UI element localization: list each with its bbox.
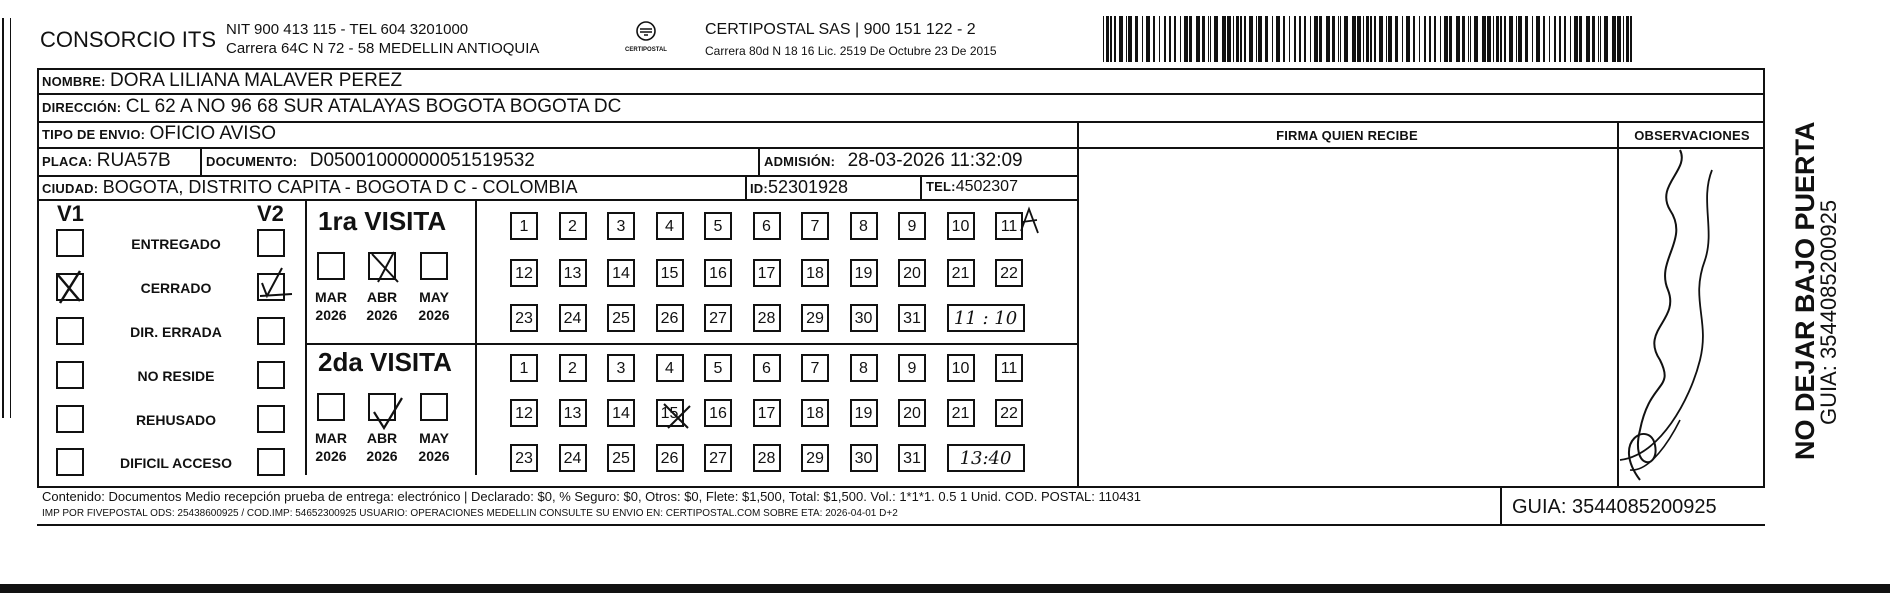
barcode-bar: [1604, 16, 1608, 62]
placa-value: RUA57B: [96, 150, 171, 171]
year-label: 2026: [418, 448, 450, 464]
v2-checkbox[interactable]: [257, 448, 285, 476]
barcode-bar: [1419, 16, 1420, 62]
day-box[interactable]: 6: [753, 212, 781, 240]
barcode-bar: [1319, 16, 1322, 62]
barcode-bar: [1236, 16, 1239, 62]
reason-label: NO RESIDE: [137, 368, 215, 384]
col-line: [758, 147, 760, 175]
day-box[interactable]: 11: [995, 354, 1023, 382]
barcode-bar: [1222, 16, 1226, 62]
barcode-bar: [1574, 16, 1578, 62]
company-address: Carrera 64C N 72 - 58 MEDELLIN ANTIOQUIA: [226, 40, 540, 57]
barcode-bar: [1240, 16, 1242, 62]
day-box[interactable]: 29: [801, 444, 829, 472]
month-checkbox[interactable]: [420, 393, 448, 421]
day-box[interactable]: 8: [850, 354, 878, 382]
barcode-bar: [1126, 16, 1127, 62]
month-checkbox[interactable]: [317, 393, 345, 421]
day-box[interactable]: 27: [704, 444, 732, 472]
month-checkbox[interactable]: [368, 252, 396, 280]
footer-guia: GUIA: 3544085200925: [1512, 496, 1717, 518]
day-box[interactable]: 9: [898, 212, 926, 240]
direccion-row: [42, 96, 621, 118]
col-line: [305, 199, 307, 475]
v1-checkbox[interactable]: [56, 361, 84, 389]
barcode-bar: [1612, 16, 1616, 62]
barcode-bar: [1370, 16, 1372, 62]
day-box[interactable]: 2: [559, 354, 587, 382]
firma-label: FIRMA QUIEN RECIBE: [1276, 128, 1418, 143]
documento-value: D05001000000051519532: [309, 150, 535, 171]
day-box[interactable]: 1: [510, 212, 538, 240]
ciudad-cell: [42, 177, 577, 198]
barcode-bar: [1564, 16, 1566, 62]
v2-checkbox[interactable]: [257, 273, 285, 301]
month-checkbox[interactable]: [317, 252, 345, 280]
row-line: [37, 93, 1765, 95]
day-box[interactable]: 20: [898, 259, 926, 287]
month-label: ABR: [366, 289, 398, 305]
visit-time-box[interactable]: 13:40: [947, 444, 1025, 472]
barcode-bar: [1326, 16, 1330, 62]
barcode-bar: [1509, 16, 1513, 62]
barcode-bar: [1164, 16, 1166, 62]
day-box[interactable]: 1: [510, 354, 538, 382]
barcode-bar: [1159, 16, 1160, 62]
barcode-bar: [1600, 16, 1601, 62]
barcode-bar: [1518, 16, 1522, 62]
barcode-bar: [1474, 16, 1478, 62]
day-box[interactable]: 23: [510, 304, 538, 332]
day-box[interactable]: 3: [607, 354, 635, 382]
barcode-bar: [1256, 16, 1257, 62]
barcode-bar: [1344, 16, 1348, 62]
day-box[interactable]: 18: [801, 259, 829, 287]
carrier-line: CERTIPOSTAL SAS | 900 151 122 - 2: [705, 21, 976, 38]
day-box[interactable]: 25: [607, 444, 635, 472]
barcode-bar: [1119, 16, 1123, 62]
barcode-bar: [1559, 16, 1561, 62]
id-value: 52301928: [767, 177, 849, 197]
barcode-bar: [1470, 16, 1471, 62]
tel-value: 4502307: [955, 178, 1018, 195]
day-box[interactable]: 2: [559, 212, 587, 240]
day-box[interactable]: 14: [607, 259, 635, 287]
v2-checkbox[interactable]: [257, 405, 285, 433]
day-box[interactable]: 9: [898, 354, 926, 382]
year-label: 2026: [366, 448, 398, 464]
barcode-bar: [1444, 16, 1448, 62]
month-label: ABR: [366, 430, 398, 446]
col-line: [1077, 121, 1079, 488]
barcode-bar: [1543, 16, 1545, 62]
v2-checkbox[interactable]: [257, 317, 285, 345]
nombre-label: NOMBRE:: [42, 74, 106, 89]
ciudad-value: BOGOTA, DISTRITO CAPITA - BOGOTA D C - COLOMBIA: [102, 177, 578, 197]
visit-time-box[interactable]: 11 : 10: [947, 304, 1025, 332]
day-box[interactable]: 10: [947, 354, 975, 382]
month-label: MAY: [419, 289, 449, 305]
reason-label: DIR. ERRADA: [130, 324, 222, 340]
day-box[interactable]: 13: [559, 399, 587, 427]
barcode-bar: [1289, 16, 1290, 62]
reason-label: REHUSADO: [135, 412, 217, 428]
row-line: [37, 121, 1765, 123]
day-box[interactable]: 19: [850, 259, 878, 287]
barcode-bar: [1314, 16, 1318, 62]
day-box[interactable]: 3: [607, 212, 635, 240]
barcode-bar: [1128, 16, 1132, 62]
col-line: [1617, 121, 1619, 488]
barcode-bar: [1532, 16, 1533, 62]
v2-label: V2: [257, 201, 284, 226]
side-guia: GUIA: 3544085200925: [1816, 199, 1841, 425]
row-line: [37, 147, 1765, 149]
barcode-bar: [1456, 16, 1460, 62]
day-box[interactable]: 12: [510, 259, 538, 287]
direccion-value: CL 62 A NO 96 68 SUR ATALAYAS BOGOTA BOGOTA DC: [125, 96, 622, 117]
barcode-bar: [1434, 16, 1436, 62]
day-box[interactable]: 31: [898, 444, 926, 472]
documento-label: DOCUMENTO:: [206, 154, 298, 169]
month-label: MAR: [315, 289, 347, 305]
day-box[interactable]: 17: [753, 259, 781, 287]
barcode-bar: [1174, 16, 1176, 62]
day-box[interactable]: 11: [995, 212, 1023, 240]
tipo-value: OFICIO AVISO: [149, 123, 276, 144]
barcode-bar: [1487, 16, 1491, 62]
tipo-label: TIPO DE ENVIO:: [42, 127, 146, 142]
barcode-bar: [1169, 16, 1171, 62]
reason-label: DIFICIL ACCESO: [119, 455, 232, 471]
day-box[interactable]: 4: [656, 354, 684, 382]
day-box[interactable]: 23: [510, 444, 538, 472]
barcode-bar: [1468, 16, 1469, 62]
day-box[interactable]: 28: [753, 444, 781, 472]
day-box[interactable]: 15: [656, 399, 684, 427]
barcode-bar: [1516, 16, 1517, 62]
barcode-bar: [1249, 16, 1253, 62]
admision-value: 28-03-2026 11:32:09: [847, 150, 1023, 171]
barcode-bar: [1233, 16, 1234, 62]
day-box[interactable]: 12: [510, 399, 538, 427]
barcode-bar: [1135, 16, 1138, 62]
col-line: [920, 175, 922, 199]
barcode-bar: [1386, 16, 1387, 62]
month-label: MAY: [419, 430, 449, 446]
barcode-bar: [1114, 16, 1116, 62]
barcode-bar: [1440, 16, 1441, 62]
barcode-bar: [1214, 16, 1218, 62]
day-box[interactable]: 4: [656, 212, 684, 240]
id-label: ID:: [750, 181, 768, 196]
barcode-bar: [1525, 16, 1528, 62]
day-box[interactable]: 5: [704, 212, 732, 240]
barcode-bar: [1283, 16, 1285, 62]
barcode-bar: [1340, 16, 1341, 62]
barcode-bar: [1388, 16, 1392, 62]
barcode-bar: [1379, 16, 1383, 62]
barcode-bar: [1617, 16, 1621, 62]
col-line: [200, 147, 202, 175]
barcode-bar: [1310, 16, 1311, 62]
barcode-bar: [1482, 16, 1486, 62]
direccion-label: DIRECCIÓN:: [42, 100, 122, 115]
barcode-bar: [1402, 16, 1403, 62]
row-line: [37, 199, 1077, 201]
barcode-bar: [1304, 16, 1306, 62]
documento-cell: [206, 150, 535, 172]
day-box[interactable]: 24: [559, 304, 587, 332]
month-checkbox[interactable]: [368, 393, 396, 421]
day-box[interactable]: 13: [559, 259, 587, 287]
col-line: [745, 175, 747, 199]
barcode-bar: [1500, 16, 1502, 62]
month-checkbox[interactable]: [420, 252, 448, 280]
footer-imp: IMP POR FIVEPOSTAL ODS: 25438600925 / COD.IMP: 54652300925 USUARIO: OPERACIONES MEDELLIN CONSULTE SU ENVIO EN: CERTIPOSTAL.COM SOBRE ETA: 2026-04-01 D+2: [42, 508, 898, 519]
v1-checkbox[interactable]: [56, 448, 84, 476]
side-no-dejar: NO DEJAR BAJO PUERTA: [1790, 121, 1820, 460]
admision-label: ADMISIÓN:: [764, 154, 836, 169]
day-box[interactable]: 26: [656, 444, 684, 472]
row-line: [37, 524, 1500, 526]
barcode-bar: [1276, 16, 1280, 62]
placa-cell: [42, 150, 171, 172]
barcode-bar: [1579, 16, 1582, 62]
v1-checkbox[interactable]: [56, 273, 84, 301]
barcode-bar: [1374, 16, 1376, 62]
id-cell: [750, 177, 848, 198]
footer-contenido: Contenido: Documentos Medio recepción prueba de entrega: electrónico | Declarado: $0, % Seguro: $0, Otros: $0, Flete: $1,500, Total: $1,500. Vol.: 1*1*1. 0.5 1 Unid. COD. POSTAL: 110431: [42, 489, 1141, 504]
barcode-bar: [1357, 16, 1361, 62]
barcode-bar: [1366, 16, 1369, 62]
v1-label: V1: [57, 201, 84, 226]
day-box[interactable]: 16: [704, 399, 732, 427]
barcode-bar: [1424, 16, 1426, 62]
barcode-bar: [1592, 16, 1595, 62]
barcode-bar: [1110, 16, 1112, 62]
company-name: CONSORCIO ITS: [40, 27, 217, 52]
certipostal-logo-icon: [631, 20, 661, 44]
barcode-bar: [1227, 16, 1231, 62]
day-box[interactable]: 5: [704, 354, 732, 382]
barcode-bar: [1626, 16, 1629, 62]
admision-cell: [764, 150, 1023, 172]
day-box[interactable]: 30: [850, 444, 878, 472]
barcode-bar: [1244, 16, 1246, 62]
v2-checkbox[interactable]: [257, 229, 285, 257]
barcode-bar: [1189, 16, 1192, 62]
barcode-bar: [1210, 16, 1211, 62]
barcode-bar: [1586, 16, 1590, 62]
day-box[interactable]: 21: [947, 399, 975, 427]
v1-checkbox[interactable]: [56, 317, 84, 345]
reason-label: CERRADO: [140, 280, 212, 296]
barcode-bar: [1258, 16, 1262, 62]
barcode-bar: [1496, 16, 1499, 62]
year-label: 2026: [418, 307, 450, 323]
v1-checkbox[interactable]: [56, 405, 84, 433]
day-box[interactable]: 6: [753, 354, 781, 382]
barcode-bar: [1449, 16, 1452, 62]
logo-text: CERTIPOSTAL: [625, 47, 667, 53]
day-box[interactable]: 27: [704, 304, 732, 332]
barcode-bar: [1265, 16, 1268, 62]
day-box[interactable]: 28: [753, 304, 781, 332]
barcode-bar: [1570, 16, 1571, 62]
barcode-bar: [1413, 16, 1415, 62]
page-border-left: [2, 18, 11, 418]
nombre-value: DORA LILIANA MALAVER PEREZ: [109, 70, 403, 91]
tipo-row: [42, 123, 276, 145]
day-box[interactable]: 22: [995, 259, 1023, 287]
day-box[interactable]: 18: [801, 399, 829, 427]
day-box[interactable]: 8: [850, 212, 878, 240]
observaciones-label: OBSERVACIONES: [1634, 128, 1750, 143]
day-box[interactable]: 17: [753, 399, 781, 427]
nombre-row: [42, 70, 402, 92]
barcode-bar: [1196, 16, 1200, 62]
year-label: 2026: [315, 307, 347, 323]
barcode-bar: [1493, 16, 1494, 62]
day-box[interactable]: 21: [947, 259, 975, 287]
barcode-bar: [1598, 16, 1599, 62]
barcode-bar: [1406, 16, 1410, 62]
nit-line: NIT 900 413 115 - TEL 604 3201000: [226, 21, 469, 38]
barcode-bar: [1536, 16, 1540, 62]
barcode-bar: [1180, 16, 1181, 62]
day-box[interactable]: 7: [801, 354, 829, 382]
barcode-bar: [1338, 16, 1339, 62]
day-box[interactable]: 30: [850, 304, 878, 332]
ciudad-label: CIUDAD:: [42, 181, 99, 196]
day-box[interactable]: 19: [850, 399, 878, 427]
barcode-bar: [1294, 16, 1296, 62]
day-box[interactable]: 24: [559, 444, 587, 472]
day-box[interactable]: 16: [704, 259, 732, 287]
barcode-bar: [1630, 16, 1632, 62]
day-box[interactable]: 10: [947, 212, 975, 240]
reason-label: ENTREGADO: [131, 236, 221, 252]
day-box[interactable]: 20: [898, 399, 926, 427]
barcode-bar: [1363, 16, 1364, 62]
barcode-bar: [1272, 16, 1273, 62]
barcode-bar: [1208, 16, 1209, 62]
year-label: 2026: [315, 448, 347, 464]
v1-checkbox[interactable]: [56, 229, 84, 257]
barcode-bar: [1462, 16, 1465, 62]
v2-checkbox[interactable]: [257, 361, 285, 389]
carrier-address: Carrera 80d N 18 16 Lic. 2519 De Octubre 23 De 2015: [705, 44, 997, 58]
row-line: [305, 343, 1077, 345]
month-label: MAR: [315, 430, 347, 446]
barcode-bar: [1142, 16, 1143, 62]
day-box[interactable]: 25: [607, 304, 635, 332]
day-box[interactable]: 22: [995, 399, 1023, 427]
day-box[interactable]: 29: [801, 304, 829, 332]
page-border-bottom: [0, 584, 1890, 593]
barcode-bar: [1202, 16, 1205, 62]
barcode-bar: [1299, 16, 1301, 62]
barcode-bar: [1153, 16, 1155, 62]
day-box[interactable]: 15: [656, 259, 684, 287]
col-line: [475, 199, 477, 475]
day-box[interactable]: 7: [801, 212, 829, 240]
barcode-bar: [1332, 16, 1335, 62]
barcode-bar: [1429, 16, 1431, 62]
year-label: 2026: [366, 307, 398, 323]
barcode-bar: [1106, 16, 1109, 62]
day-box[interactable]: 31: [898, 304, 926, 332]
barcode: [1103, 16, 1636, 62]
barcode-bar: [1623, 16, 1624, 62]
tel-cell: [926, 178, 1018, 196]
barcode-bar: [1554, 16, 1556, 62]
certipostal-logo: [620, 20, 672, 58]
visit-1-title: 1ra VISITA: [318, 206, 447, 236]
barcode-bar: [1549, 16, 1550, 62]
barcode-bar: [1352, 16, 1356, 62]
day-box[interactable]: 14: [607, 399, 635, 427]
barcode-bar: [1395, 16, 1398, 62]
barcode-bar: [1184, 16, 1188, 62]
barcode-bar: [1146, 16, 1150, 62]
tel-label: TEL:: [926, 179, 956, 194]
barcode-bar: [1504, 16, 1506, 62]
day-box[interactable]: 26: [656, 304, 684, 332]
placa-label: PLACA:: [42, 154, 93, 169]
barcode-bar: [1103, 16, 1104, 62]
visit-2-title: 2da VISITA: [318, 347, 452, 377]
